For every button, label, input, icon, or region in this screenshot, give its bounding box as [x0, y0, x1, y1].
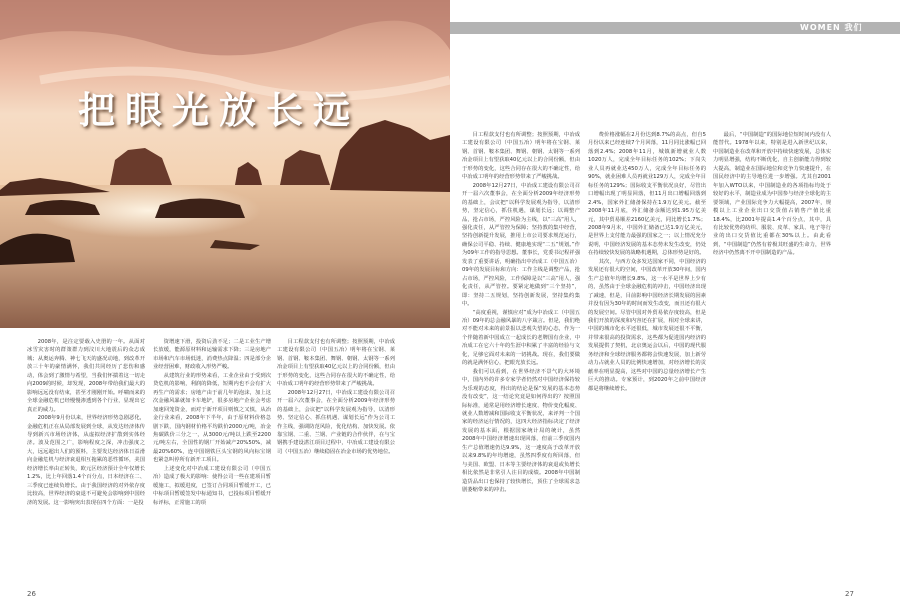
text-column-1: [27, 338, 145, 588]
page-number-left: 26: [27, 590, 36, 598]
paragraph: 上述变化对中冶成工建设有限公司（中国五冶）造成了极大的影响：使得公司一些在建项目暂缓施工，拟缓进度，已签订合同项目暂缓开工，已中标项目暂缓签发中标通知书，已投标项目暂缓开标评标，正常施工的项: [153, 465, 271, 506]
paragraph: “高度重视，谨慎应对”成为中冶成工（中国五冶）09年的总会融风暴的八字箴言。但是，我们绝对不能对未来的前景报以悲观失望的心态，作为一个伴随着新中国成立一起成长的老牌国有企业，中冶成工在它六十年的生涯中积累了丰富的经验与文化，足够它面对未来的一切挑战。现在，我们要做的就是满怀信心，把眼光放长远。: [462, 309, 580, 367]
text-column-4: [462, 131, 580, 591]
text-column-2: [153, 338, 271, 588]
paragraph: 资增速下滑，投资后劲不足；二是工业生产增长放缓，能源原材料和运输需求下降；三是房地产市场和汽车市场低迷，消费热点降温；四是部分企业经营困难，财政收入形势严峻。: [153, 339, 271, 371]
paragraph: 我们可以看到，在世界经济不景气的大环境中，国内外的许多专家学者仍然对中国经济保持较为乐观的态度，得出的结论是保“发展的基本态势没有改变”，这一结论究竟是如何得出的？按照国际标准，通常是用经济增长速度、物价变化幅度、就业人数增减和国际收支平衡状况，来评判一个国家的经济运行情况的，这四大经济指标决定了经济发展的基本面，根据国家统计局的统计，虽然2008年中国经济增速出现回落，但前三季度国内生产总值增速仍达9.9%，这一速度高于改革开放以来9.8%的年均增速，虽然四季度有所回落，但与美国、欧盟、日本等主要经济体的衰退或负增长相比依然是非常引人注目的成绩。2008年中国制造货品出口也保持了较快增长，顶住了全球需求急剧萎缩带来的冲击。: [462, 368, 580, 494]
paragraph: 2008年12月27日，中冶成工建设有限公司召开一届六次董事会，在全面分析2009年经济形势的基础上，会议把“以科学发展观为指导，以清形势、坚定信心、抓住机遇、谋划长远”作为公司工作主线，强调防范风险，优化结构、加快发展。依靠宝钢、二重、兰钢、产业链的合作伙伴，在与宝钢携手建设湛江项目过程中，中冶成工建设有限公司（中国五冶）继续稳固在冶金市场的优势地位。: [277, 389, 395, 455]
page-number-right: 27: [845, 590, 854, 598]
paragraph: 费价格涨幅在2月份达到8.7%的高点，但自5月份以来已经连续7个月回落，11月同比涨幅已回落到2.4%；2008年11月，城镇新增就业人数1020万人，完成全年目标任务的102%；下岗失业人员再就业达450万人，完成全年目标任务的90%，就业困难人员再就业129万人，完成全年目标任务的129%；国际收支平衡状况良好，尽管出口增幅出现了明显回落，但11月出口增幅回落到2.4%，国家外汇储备保持在1.9万亿美元。截至2008年11月底，外汇储备余额达到1.95万亿美元，其中贸易顺差2160亿美元，同比增长1.7%；2008年9月末，中国外汇储备已达1.9万亿美元，是世界上支付能力最强的国家之一；以上情况充分说明，中国经济发展的基本态势未发生改变，仍处在持续较快发展的战略机遇期，总体形势是好的。: [588, 132, 706, 257]
paragraph: 2008年12月27日，中冶成工建设有限公司召开一届六次董事会，在全面分析2009年经济形势的基础上，会议把“以科学发展观为指导，以清形势，坚定信心，抓住机遇，谋划长远；以调整产品，抢占市场，严控风险为主线，以“三高”用人，强化责任，从严管控为保障；坚持教的集中经营，坚持创新提升发展，推用上市公司要求规范运行，确保公司平稳、持续、健康地实现“二五”规划。”作为09年工作的指导思想。董事长，党委书记程祥强发表了重要讲话，明确指出中冶成工（中国五冶）09年的发展目标和方向：工作主线是调整产品，抢占市场，严控风险，工作保障是以“三高”用人，强化责任，从严管控。要紧定地做到“三个坚持”，即：坚持二五规划，坚持创新发展，坚持集约集中。: [462, 182, 580, 308]
hero-photo: [0, 0, 450, 328]
paragraph: 从建筑行业的形势来看，工业企业由于受到次贷危机的影响，利润的降低，短期内也不会有扩大再生产的需求；房地产由于前几年的泡沫，加上这次金融风暴就如卡车地铲，很多房地产企业会考虑加速回笼资金，而对于新开项目则慎之又慎，从冶金行业来看，2008年下半年，由于原材料价格急剧下跌，国内钢材价格平均跌价2000元/吨，冶金焦碳跌价三分之一，从3000元/吨以上跌至2200元/吨左右，全国性的钢厂开始减产20%50%，减最20%60%，连中国钢铁巨头宝钢的风向标宝钢也紧急叫停所有新开工项目。: [153, 372, 271, 464]
text-column-3: [277, 338, 395, 588]
paragraph: 其次，与西方众多发达国家不同，中国经济的发展还有很大的空间，中国改革开放30年间，国内生产总值年均增长9.8%，这一水平是世界上少有的，虽然由于全球金融危机的冲击，中国经济出现了减速，但是，目前影响中国经济长期发展的因素并没有因为30年的时间而发生改变，而且还有很大的发展空间。尽管中国对外贸易依存度较高，但是我们开放的深度和内容还在扩展，相对全球来讲，中国的城市化水平还很低，城市发展还很不平衡，并带来很高的投资需求，这些都为促进国内经济的发展提供了契机，北京奥运会以后，中国的现代服务经济和全球经济服务都将会快速发展，加上新劳动力占就业人员的比例快速增加，对经济增长的贡献率在明显提高，这些对中国的总量经济增长产生巨大的推动。专家预计，到2020年之前中国经济都是将继续增长。: [588, 258, 706, 392]
paragraph: 2008年9月份以来，世界经济形势急剧恶化，金融危机正在从局部发展到全球，从发达经济体传导到新兴市场经济体，从虚拟经济扩散到实体经济。波及范围之广，影响程度之深，冲击强度之大，远远超出人们的预料，主要发达经济体日益滑向金融危机与经济衰退相互拖累的恶性循环，美国经济增长率由正转负，欧元区经济预计全年仅增长1.2%，比上年回落1.4个百分点，日本经济在二、三季度已连续负增长。由于我国经济的对外依存度比较高，世界经济的衰退不可避免会影响到中国经济的发展。这一影响突出表现在四个方面：一是投: [27, 415, 145, 506]
section-tag: WOMEN 我们: [800, 23, 863, 32]
paragraph: 2008年，是注定要载入史册的一年。从面对冰雪灾害时的群策群力到汶川大地震后的众志成城；从奥运奔腾、神七飞天的盛况动地，到改革开放三十年的豪情满怀，我们共同经历了悲伤和感动，体会到了激情与希望，当我们怀揣着这一切走向2009的时候，却发现，2008年带给我们最大的影响远远没有结束，甚至才刚刚开始。呼啸而来的全球金融危机已经慢慢渗透到各个行业，显现出它真正的威力。: [27, 339, 145, 413]
paragraph: 目工程款支付也有所调整；按照预期，中冶成工建设有限公司（中国五冶）明年将在宝钢、莱钢、首钢、鞍本集团、舞钢、朝钢、太钢等一系列冶金项目上有望获取40亿元以上的合同份额，但由于形势的变化，这些合同存在很大的不确定性，给中冶成工明年的经营形势带来了严峻挑战。: [462, 132, 580, 181]
paragraph: 最后，“中国制造”的国际地位短时间内没有人能替代。1978年以来，特别是进入新世纪以来，中国制造业在改革和开放中持续快速发展，总体实力明显增强，结构不断优化，自主创新能力得到较大提高，制造业在国际地位和竞争力快速提升，在国民经济中的主导地位进一步增强。尤其自2001年加入WTO以来，中国制造业的各项指标均处于较好的水平，制造业成为中国参与经济全球化的主要领域，产业国际竞争力大幅提高，2007年，规模以上工业企业出口交货值占销售产值比重18.4%，比2001年提高1.4个百分点，其中，具有比较优势的纺织、服装、皮革、家具、电子等行业的出口交货值比重都在30%以上。由此看到，“中国制造”仍然有着极其旺盛的生命力，世界经济中仍然离不开中国制造的产品。: [713, 132, 831, 257]
text-column-5: [588, 131, 706, 591]
text-column-6: [713, 131, 831, 591]
article-title: 把眼光放长远: [78, 88, 360, 132]
paragraph: 目工程款支付也有所调整；按照预期，中冶成工建设有限公司（中国五冶）明年将在宝钢、莱钢、首钢、鞍本集团、舞钢、朝钢、太钢等一系列冶金项目上有望获取40亿元以上的合同份额，但由于形势的变化，这些合同存在很大的不确定性，给中冶成工明年的经营形势带来了严峻挑战。: [277, 339, 395, 388]
